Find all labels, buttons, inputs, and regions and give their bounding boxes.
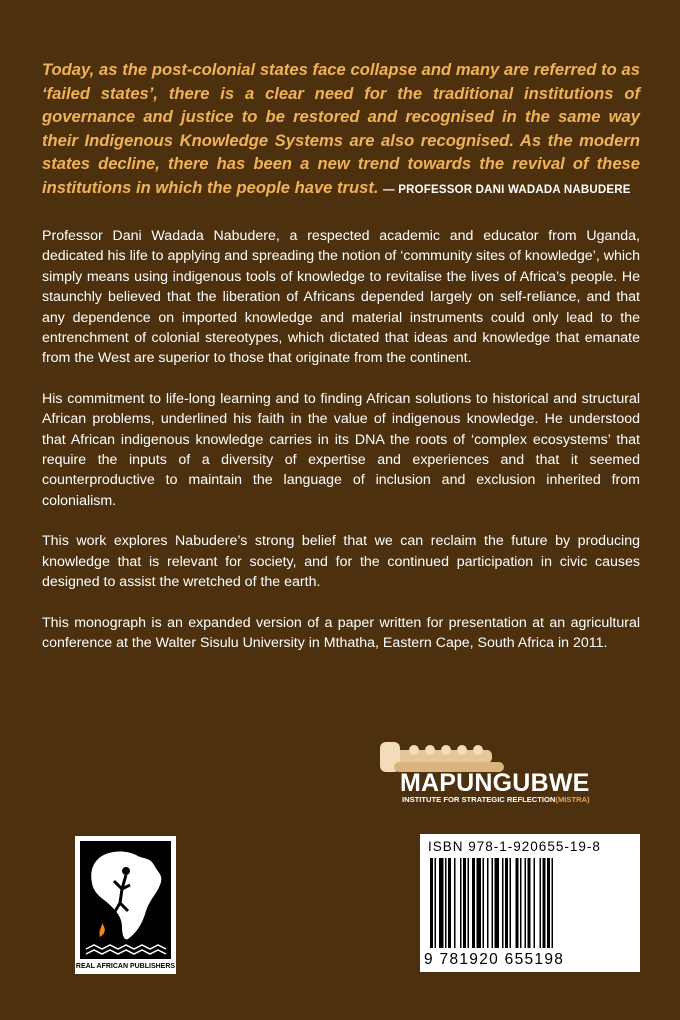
barcode-bar	[483, 858, 485, 948]
barcode-bar	[435, 858, 437, 948]
mistra-logo	[380, 736, 640, 806]
barcode-bar	[543, 858, 546, 948]
barcode-bar	[547, 858, 550, 948]
mistra-name: MAPUNGUBWE	[400, 769, 590, 797]
barcode-bar	[460, 858, 462, 948]
blurb-paragraph-4: This monograph is an expanded version of a paper written for presentation at an agricultural conference at the Walter Sisulu University in Mthatha, Eastern Cape, South Africa in 2011.	[42, 614, 640, 651]
barcode-bar	[540, 858, 542, 948]
barcode-bar	[468, 858, 470, 948]
barcode-bar	[448, 858, 451, 948]
barcode-bar	[552, 858, 554, 948]
isbn-label: ISBN 978-1-920655-19-8	[428, 839, 601, 854]
pull-quote	[42, 58, 640, 203]
quote-attribution: — PROFESSOR DANI WADADA NABUDERE	[383, 183, 631, 196]
publisher-emblem	[80, 841, 171, 959]
barcode-bar	[454, 858, 456, 948]
barcode-bar	[430, 858, 433, 948]
barcode-digits: 9 781920 655198	[424, 951, 565, 968]
publisher-logo	[75, 836, 176, 974]
barcode-bar	[534, 858, 536, 948]
barcode-bar	[445, 858, 447, 948]
barcode-bar	[510, 858, 512, 948]
mistra-subtitle	[402, 795, 590, 804]
blurb-body	[42, 226, 640, 673]
blurb-paragraph-1: Professor Dani Wadada Nabudere, a respected academic and educator from Uganda, dedicated his life to applying and spreading the notion of ‘community sites of knowledge’, which simply means using indigenous tools of knowledge to revitalise the lives of Africa’s people. He staunchly believed that the liberation of Africans depended largely on self-reliance, and that any dependence on imported knowledge and material instruments could only lead to the entrenchment of colonial stereotypes, which dictated that ideas and knowledge that emanate from the West are superior to those that originate from the continent.	[42, 228, 640, 367]
mistra-acronym: (MISTRA)	[555, 795, 590, 804]
barcode-bar	[487, 858, 489, 948]
blurb-paragraph-3: This work explores Nabudere’s strong belief that we can reclaim the future by producing knowledge that is relevant for society, and for the continued participation in civic causes designed to assist the wretched of the earth.	[42, 533, 640, 591]
barcode-bar	[505, 858, 508, 948]
quote-text: Today, as the post-colonial states face collapse and many are referred to as ‘failed states’, there is a clear need for the traditional institutions of governance and justice to be restored and recognised in the same way their Indigenous Knowledge Systems are also recognised. As the modern states decline, there has been a new trend towards the revival of these institutions in which the people have trust.	[42, 60, 640, 197]
mistra-subtitle-text: INSTITUTE FOR STRATEGIC REFLECTION	[402, 795, 556, 804]
barcode-bar	[492, 858, 494, 948]
barcode-bar	[516, 858, 519, 948]
publisher-name: REAL AFRICAN PUBLISHERS	[75, 963, 176, 970]
barcode-bar	[502, 858, 504, 948]
barcode-bar	[520, 858, 522, 948]
africa-figure-icon	[80, 841, 171, 959]
blurb-paragraph-2: His commitment to life-long learning and to finding African solutions to historical and structural African problems, underlined his faith in the value of indigenous knowledge. He understood that African indigenous knowledge carries in its DNA the roots of ‘complex ecosystems’ that require the inputs of a diversity of expertise and experiences and that it seemed counterproductive to maintain the language of inclusion and exclusion inherited from colonialism.	[42, 390, 640, 509]
barcode-bar	[528, 858, 531, 948]
barcode-bar	[439, 858, 444, 948]
barcode-bar	[463, 858, 466, 948]
barcode-bar	[472, 858, 475, 948]
barcode-bar	[525, 858, 527, 948]
barcode-bar	[495, 858, 500, 948]
barcode-bar	[477, 858, 482, 948]
isbn-barcode	[420, 834, 640, 972]
